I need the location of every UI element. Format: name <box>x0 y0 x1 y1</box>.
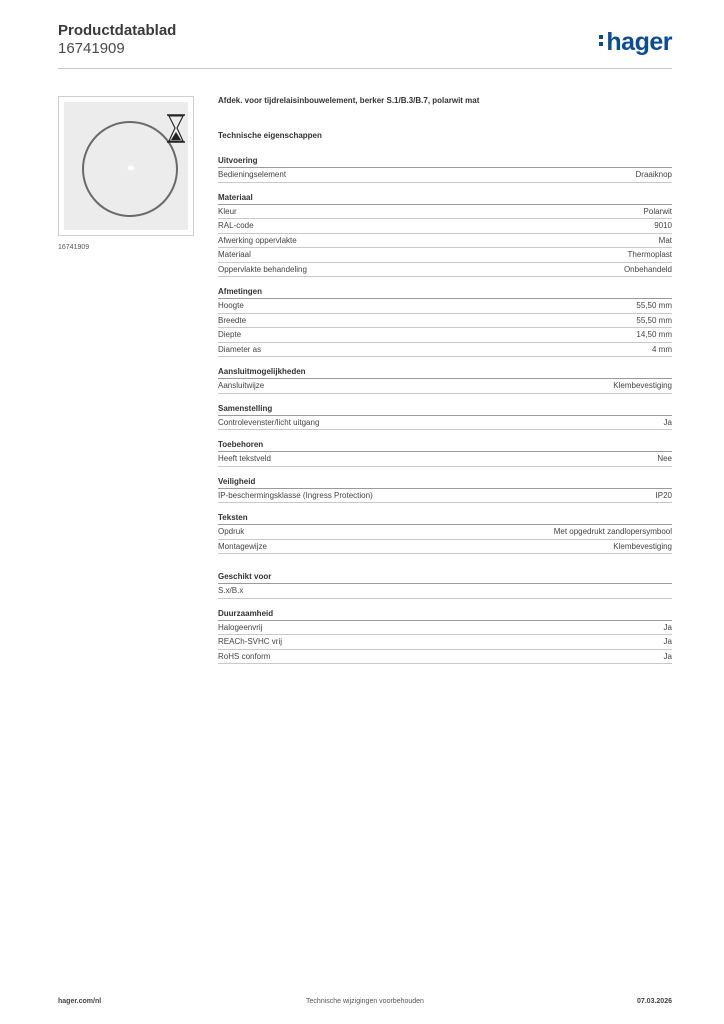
spec-group <box>218 511 672 554</box>
spec-group-title: Duurzaamheid <box>218 607 672 621</box>
spec-row <box>218 219 672 234</box>
spec-group-title: Aansluitmogelijkheden <box>218 365 672 379</box>
spec-row <box>218 584 672 599</box>
spec-group <box>218 285 672 357</box>
spec-row <box>218 168 672 183</box>
spec-group-title: Afmetingen <box>218 285 672 299</box>
spec-group <box>218 154 672 183</box>
spec-label: Afwerking oppervlakte <box>218 235 297 245</box>
spec-row <box>218 314 672 329</box>
spec-group-title: Veiligheid <box>218 475 672 489</box>
spec-value: Nee <box>657 454 672 463</box>
spec-row <box>218 635 672 650</box>
spec-label: Montagewijze <box>218 541 267 551</box>
spec-value: 4 mm <box>652 344 672 354</box>
hourglass-icon <box>167 115 185 142</box>
spec-label: IP-beschermingsklasse (Ingress Protection) <box>218 490 373 500</box>
spec-group-title: Uitvoering <box>218 154 672 168</box>
spec-label: Materiaal <box>218 250 251 259</box>
header-title: Productdatablad <box>58 22 177 39</box>
spec-group <box>218 570 672 599</box>
spec-value: Ja <box>663 651 672 661</box>
spec-label: Breedte <box>218 315 247 325</box>
footer-website: hager.com/nl <box>58 998 102 1005</box>
product-image <box>58 96 194 236</box>
spec-row <box>218 650 672 665</box>
spec-row <box>218 416 672 431</box>
spec-row <box>218 489 672 504</box>
spec-label: Diepte <box>218 330 242 339</box>
spec-value: Onbehandeld <box>623 264 672 274</box>
spec-label: Diameter as <box>218 344 262 354</box>
spec-label: Hoogte <box>218 301 244 310</box>
image-caption: 16741909 <box>58 244 90 251</box>
spec-group <box>218 402 672 431</box>
spec-group-title: Teksten <box>218 511 672 525</box>
spec-value: Klembevestiging <box>613 381 672 390</box>
spec-value: Ja <box>663 622 672 632</box>
spec-row <box>218 299 672 314</box>
spec-value: 55,50 mm <box>636 301 672 310</box>
spec-value: Draaiknop <box>635 170 672 179</box>
header-divider <box>58 68 672 69</box>
section-title: Technische eigenschappen <box>218 131 322 140</box>
hager-logo <box>599 28 672 56</box>
spec-label: Oppervlakte behandeling <box>218 264 307 274</box>
spec-label: REACh-SVHC vrij <box>218 637 283 646</box>
spec-group <box>218 365 672 394</box>
spec-label: Halogeenvrij <box>218 622 263 632</box>
spec-label: S.x/B.x <box>218 586 244 595</box>
spec-value: Ja <box>663 417 672 427</box>
spec-label: Heeft tekstveld <box>218 454 271 463</box>
spec-row <box>218 379 672 394</box>
spec-group-title: Materiaal <box>218 191 672 205</box>
spec-row <box>218 452 672 467</box>
spec-row <box>218 248 672 263</box>
spec-group <box>218 475 672 504</box>
spec-label: Aansluitwijze <box>218 381 265 390</box>
spec-row <box>218 205 672 220</box>
spec-value: 55,50 mm <box>636 315 672 325</box>
logo-dots-icon <box>599 28 604 46</box>
spec-value: Ja <box>663 637 672 646</box>
spec-value: Polarwit <box>643 206 672 216</box>
spec-label: Kleur <box>218 206 237 216</box>
spec-value: IP20 <box>655 490 672 500</box>
cover-plate-drawing <box>64 102 188 230</box>
spec-group-title: Toebehoren <box>218 438 672 452</box>
footer-notice: Technische wijzigingen voorbehouden <box>306 998 424 1005</box>
spec-label: Opdruk <box>218 527 245 536</box>
spec-group <box>218 191 672 278</box>
footer-date: 07.03.2026 <box>636 998 672 1005</box>
spec-label: RAL-code <box>218 221 254 230</box>
spec-row <box>218 234 672 249</box>
spec-row <box>218 263 672 278</box>
specification-table <box>218 154 672 672</box>
product-description: Afdek. voor tijdrelaisinbouwelement, berker S.1/B.3/B.7, polarwit mat <box>218 96 480 105</box>
spec-row <box>218 328 672 343</box>
spec-group <box>218 438 672 467</box>
spec-label: RoHS conform <box>218 651 271 661</box>
spec-row <box>218 343 672 358</box>
spec-row <box>218 540 672 555</box>
spec-value: Mat <box>658 235 672 245</box>
spec-value: 9010 <box>654 221 672 230</box>
spec-value: Met opgedrukt zandlopersymbool <box>553 527 672 536</box>
product-number: 16741909 <box>58 40 125 57</box>
spec-group <box>218 607 672 665</box>
spec-group-title: Samenstelling <box>218 402 672 416</box>
spec-value: Klembevestiging <box>613 541 672 551</box>
spec-label: Controlevenster/licht uitgang <box>218 417 320 427</box>
product-image-background <box>64 102 188 230</box>
spec-row <box>218 621 672 636</box>
spec-value: Thermoplast <box>627 250 672 259</box>
spec-value: 14,50 mm <box>636 330 672 339</box>
spec-row <box>218 525 672 540</box>
logo-text: hager <box>606 28 672 56</box>
spec-group-title: Geschikt voor <box>218 570 672 584</box>
spec-label: Bedieningselement <box>218 170 287 179</box>
